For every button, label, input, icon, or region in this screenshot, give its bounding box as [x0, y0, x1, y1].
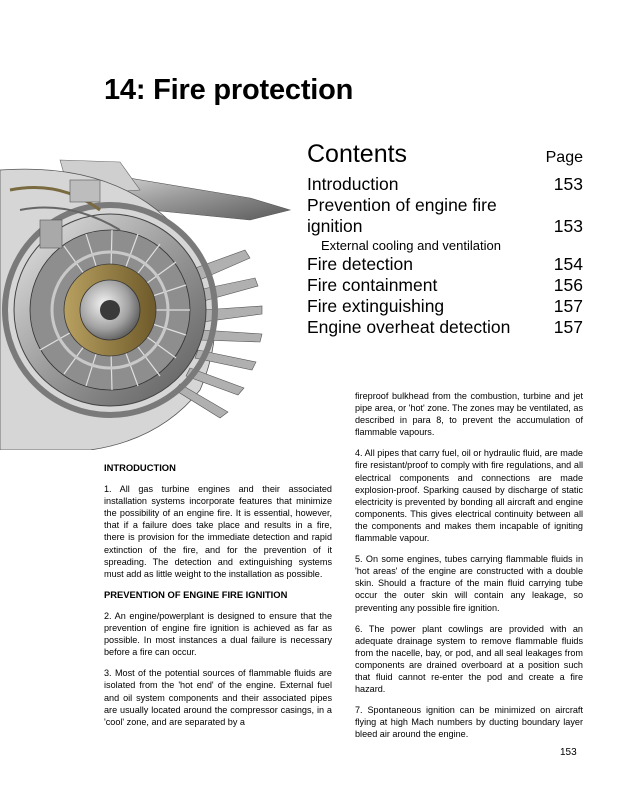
- toc-entry-label: Fire detection: [307, 254, 414, 274]
- toc-entry-label: External cooling and ventilation: [321, 238, 501, 253]
- toc-entry: [307, 216, 583, 237]
- paragraph-3-continued: fireproof bulkhead from the combustion, turbine and jet pipe area, or 'hot' zone. The zones may be ventilated, as described in para 8, to prevent the accumulation of flammable vapours.: [355, 391, 583, 438]
- table-of-contents: [307, 140, 583, 338]
- paragraph-7: 7. Spontaneous ignition can be minimized on aircraft flying at high Mach numbers by ducting boundary layer bleed air around the engine.: [355, 705, 583, 740]
- toc-entry: [307, 317, 583, 338]
- toc-entry-label: Introduction: [307, 174, 399, 194]
- paragraph-6: 6. The power plant cowlings are provided with an adequate drainage system to remove flammable fluids from the nacelle, bay, or pod, and all seal leakages from components are drained overboard at a position such that fluid cannot re-enter the pod and create a fire hazard.: [355, 623, 583, 695]
- toc-page-heading: Page: [545, 149, 583, 166]
- toc-entry: [307, 195, 583, 216]
- paragraph-3: 3. Most of the potential sources of flammable fluids are isolated from the 'hot end' of the engine. External fuel and oil system components and their associated pipes are usually located around the compressor casings, in a 'cool' zone, and are separated by a: [104, 668, 332, 727]
- page-number: 153: [560, 747, 577, 758]
- body-column-left: [104, 462, 332, 737]
- paragraph-1: 1. All gas turbine engines and their associated installation systems incorporate features that minimize the possibility of an engine fire. It is essential, however, that if a failure does take place and results in a fire, there is provision for the immediate detection and rapid extinction of the fire, and for the prevention of it spreading. The detection and extinguishing systems must add as little weight to the installation as possible.: [104, 484, 332, 579]
- toc-entry-label: ignition: [307, 216, 363, 236]
- toc-entry-page: 156: [553, 275, 583, 295]
- body-column-right: [355, 390, 583, 749]
- toc-entry-label: Engine overheat detection: [307, 317, 511, 337]
- toc-entry-label: Fire containment: [307, 275, 438, 295]
- toc-entry-page: 153: [553, 174, 583, 194]
- toc-entry-page: 157: [553, 317, 583, 337]
- toc-entry: [307, 174, 583, 195]
- toc-header: [307, 140, 583, 174]
- toc-entry-page: 153: [553, 216, 583, 236]
- toc-entry: [307, 296, 583, 317]
- toc-entry: [307, 275, 583, 296]
- paragraph-2: 2. An engine/powerplant is designed to ensure that the prevention of engine fire ignition is achieved as far as possible. In most instances a dual failure is necessary before a fire can occur.: [104, 610, 332, 658]
- toc-entry-page: 157: [553, 296, 583, 316]
- section-heading-prevention: PREVENTION OF ENGINE FIRE IGNITION: [104, 588, 288, 600]
- paragraph-5: 5. On some engines, tubes carrying flammable fluids in 'hot areas' of the engine are constructed with a double skin. Should a fracture of the main fluid carrying tube occur the outer skin will contain any leakage, so preventing any possible fire ignition.: [355, 554, 583, 613]
- toc-entry: [307, 254, 583, 275]
- engine-cutaway-illustration: [0, 150, 292, 450]
- toc-subentry: [307, 237, 583, 254]
- paragraph-4: 4. All pipes that carry fuel, oil or hydraulic fluid, are made fire resistant/proof to comply with fire regulations, and all electrical components and connections are made explosion-proof. Sparking caused by discharge of static electricity is prevented by bonding all aircraft and engine components. This gives electrical continuity between all the components and makes them incapable of igniting flammable vapour.: [355, 448, 583, 544]
- toc-entry-label: Fire extinguishing: [307, 296, 445, 316]
- section-heading-introduction: INTRODUCTION: [104, 462, 176, 473]
- toc-heading: Contents: [307, 140, 408, 168]
- toc-entry-page: 154: [553, 254, 583, 274]
- chapter-title: 14: Fire protection: [104, 74, 354, 106]
- toc-entry-label: Prevention of engine fire: [307, 195, 497, 215]
